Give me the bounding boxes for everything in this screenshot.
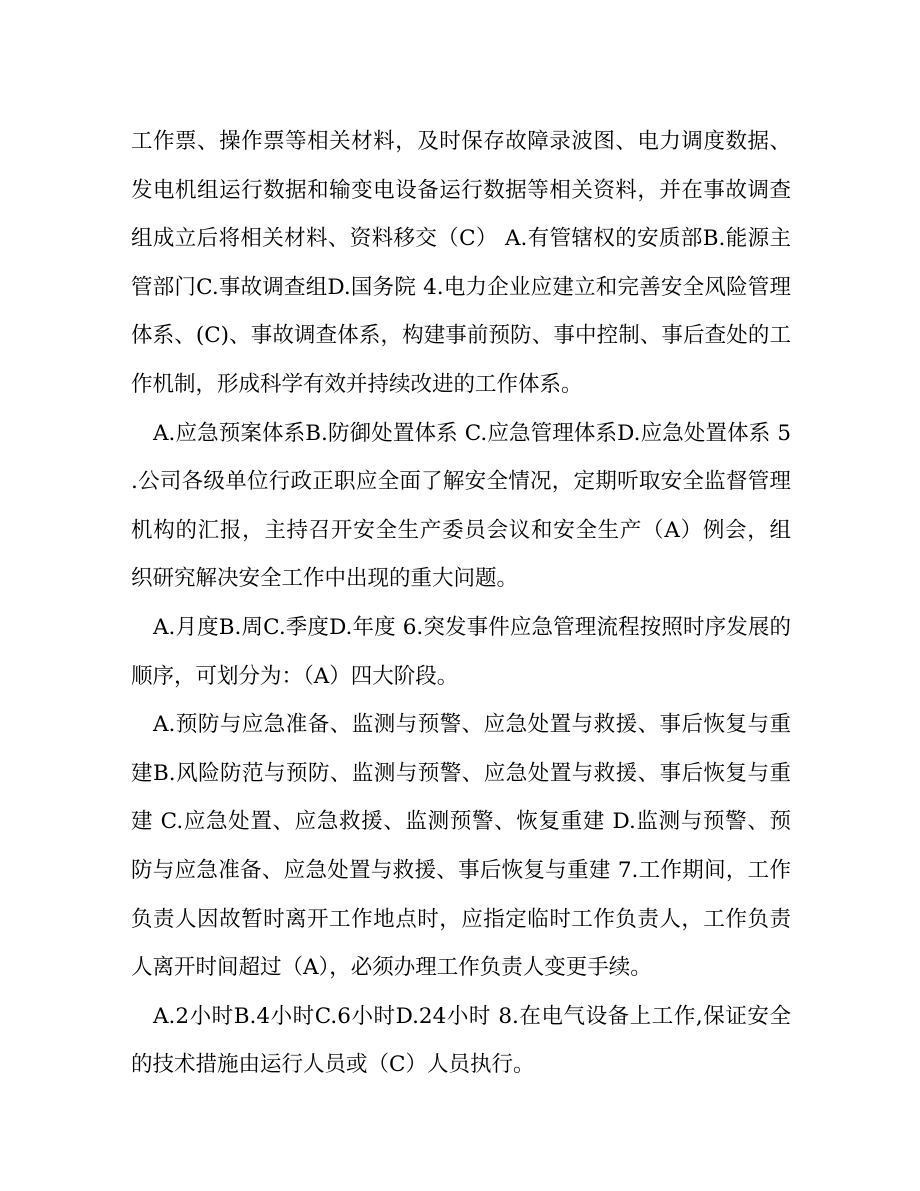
paragraph-1	[131, 118, 791, 410]
paragraph-2	[131, 410, 791, 604]
paragraph-4-text: A.预防与应急准备、监测与预警、应急处置与救援、事后恢复与重建B.风险防范与预防、监测与预警、应急处置与救援、事后恢复与重建 C.应急处置、应急救援、监测预警、恢复重建 D.监测与预警、预防与应急准备、应急处置与救援、事后恢复与重建 7.工作期间，工作负责人因故暂时离开工作地点时，应指定临时工作负责人，工作负责人离开时间超过（A），必须办理工作负责人变更手续。	[131, 712, 791, 981]
paragraph-4	[131, 701, 791, 993]
document-body	[131, 118, 791, 1090]
paragraph-5-text: A.2小时B.4小时C.6小时D.24小时 8.在电气设备上工作,保证安全的技术措施由运行人员或（C）人员执行。	[131, 1003, 791, 1078]
paragraph-3	[131, 604, 791, 701]
paragraph-1-text: 工作票、操作票等相关材料，及时保存故障录波图、电力调度数据、发电机组运行数据和输变电设备运行数据等相关资料，并在事故调查组成立后将相关材料、资料移交（C） A.有管辖权的安质部B.能源主管部门C.事故调查组D.国务院 4.电力企业应建立和完善安全风险管理体系、(C)、事故调查体系，构建事前预防、事中控制、事后查处的工作机制，形成科学有效并持续改进的工作体系。	[131, 129, 791, 397]
paragraph-2-text: A.应急预案体系B.防御处置体系 C.应急管理体系D.应急处置体系 5.公司各级单位行政正职应全面了解安全情况，定期听取安全监督管理机构的汇报，主持召开安全生产委员会议和安全生产（A）例会，组织研究解决安全工作中出现的重大问题。	[131, 420, 791, 592]
paragraph-3-text: A.月度B.周C.季度D.年度 6.突发事件应急管理流程按照时序发展的顺序，可划分为：（A）四大阶段。	[131, 614, 791, 689]
paragraph-5	[131, 993, 791, 1090]
